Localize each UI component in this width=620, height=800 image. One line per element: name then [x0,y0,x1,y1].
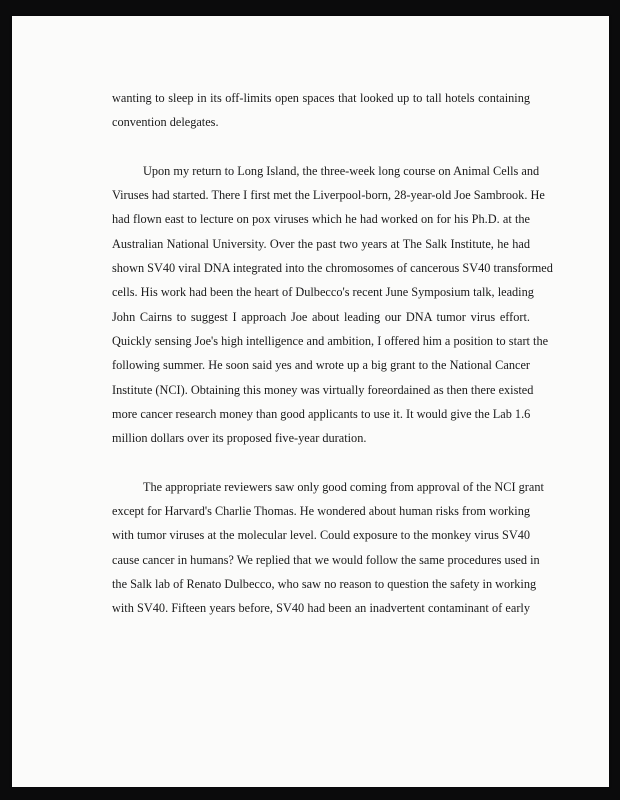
text-line: Quickly sensing Joe's high intelligence and ambition, I offered him a position to start the [112,333,549,348]
text-line: more cancer research money than good applicants to use it. It would give the Lab 1.6 [112,406,531,421]
text-line: Viruses had started. There I first met the Liverpool-born, 28-year-old Joe Sambrook. He [112,188,545,203]
text-line: the Salk lab of Renato Dulbecco, who saw no reason to question the safety in working [112,576,537,591]
document-body [112,86,553,645]
text-line: Australian National University. Over the past two years at The Salk Institute, he had [112,236,530,251]
text-line: wanting to sleep in its off-limits open spaces that looked up to tall hotels containing [112,91,530,105]
text-line: cause cancer in humans? We replied that we would follow the same procedures used in [112,552,540,567]
text-line: shown SV40 viral DNA integrated into the chromosomes of cancerous SV40 transformed [112,261,553,276]
text-line: cells. His work had been the heart of Dulbecco's recent June Symposium talk, leading [112,285,534,300]
text-line: Upon my return to Long Island, the three-week long course on Animal Cells and [143,163,540,178]
text-line: following summer. He soon said yes and wrote up a big grant to the National Cancer [112,358,530,373]
text-line: John Cairns to suggest I approach Joe about leading our DNA tumor virus effort. [112,309,530,324]
paragraph-2 [112,159,553,451]
document-page [12,16,609,787]
text-line: with tumor viruses at the molecular level. Could exposure to the monkey virus SV40 [112,528,530,543]
text-line: with SV40. Fifteen years before, SV40 had been an inadvertent contaminant of early [112,601,530,616]
paragraph-1 [112,86,530,135]
text-line: except for Harvard's Charlie Thomas. He wondered about human risks from working [112,504,530,519]
text-line: million dollars over its proposed five-year duration. [112,431,367,446]
paragraph-3 [112,475,544,621]
text-line: convention delegates. [112,115,219,130]
text-line: Institute (NCI). Obtaining this money was virtually foreordained as then there existed [112,382,534,397]
text-line: The appropriate reviewers saw only good coming from approval of the NCI grant [143,479,544,494]
text-line: had flown east to lecture on pox viruses which he had worked on for his Ph.D. at the [112,212,530,227]
